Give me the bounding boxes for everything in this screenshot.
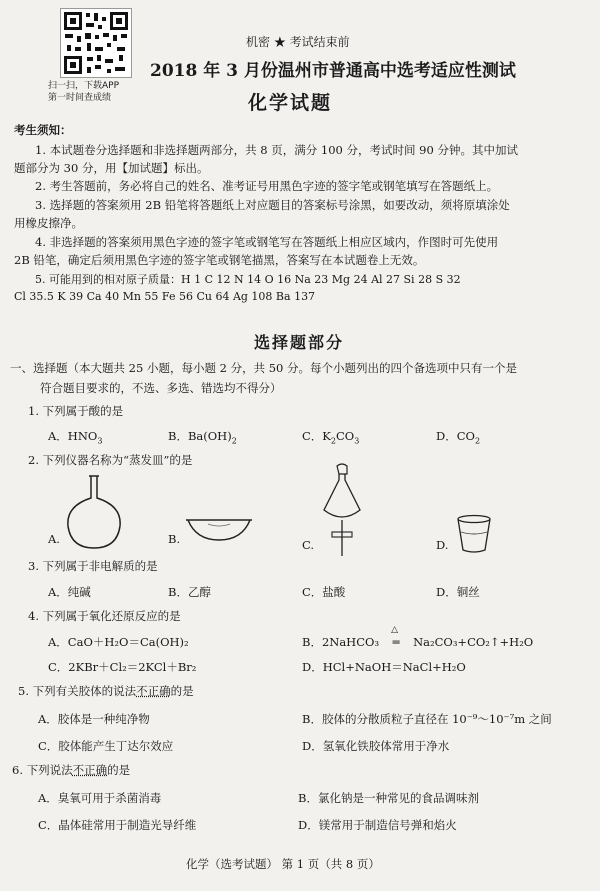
notice-item2: 2. 考生答题前，务必将自己的姓名、准考证号用黑色字迹的签字笔或钢笔填写在答题纸上。: [35, 179, 499, 193]
notice-item4a: 4. 非选择题的答案须用黑色字迹的签字笔或钢笔写在答题纸上相应区域内，作图时可先使用: [35, 235, 499, 249]
q2-option-a[interactable]: A.: [48, 532, 60, 546]
qr-code-icon: [61, 9, 131, 77]
q4-option-d[interactable]: D．HCl+NaOH＝NaCl+H₂O: [302, 660, 466, 674]
q5-option-a[interactable]: A．胶体是一种纯净物: [38, 712, 150, 726]
q2-option-c[interactable]: C.: [302, 538, 315, 552]
q1-option-a[interactable]: [48, 428, 102, 445]
q2-option-b[interactable]: B.: [168, 532, 181, 546]
q1-stem: 1. 下列属于酸的是: [28, 404, 124, 418]
q1-b-text: B．Ba(OH): [168, 429, 232, 443]
notice-item3a: 3. 选择题的答案须用 2B 铅笔将答题纸上对应题目的答案标号涂黑，如要改动，须将原填涂处: [35, 198, 510, 212]
q6-option-d[interactable]: D．镁常用于制造信号弹和焰火: [298, 818, 457, 832]
q6-stem-emph: 不正确: [72, 763, 108, 777]
q1-c-sub2: 3: [354, 436, 360, 446]
q5-stem: [18, 683, 194, 699]
q6-option-a[interactable]: A．臭氧可用于杀菌消毒: [38, 791, 162, 805]
q4-b-arrow: △ ═: [391, 625, 400, 649]
q3-option-a[interactable]: A．纯碱: [48, 585, 91, 599]
q3-option-b[interactable]: B．乙醇: [168, 585, 211, 599]
page-footer: 化学（选考试题） 第 1 页（共 8 页）: [186, 857, 380, 871]
q3-option-c[interactable]: C．盐酸: [302, 585, 346, 599]
qr-caption-line2: 第一时间查成绩: [48, 93, 112, 103]
security-label: 机密 ★ 考试结束前: [246, 35, 350, 49]
round-flask-icon: [62, 474, 126, 550]
q4-b-right: Na₂CO₃+CO₂↑+H₂O: [413, 635, 534, 649]
q5-stem-emph: 不正确: [136, 684, 171, 698]
q1-b-sub: 2: [231, 436, 237, 446]
notice-item1a: 1. 本试题卷分选择题和非选择题两部分，共 8 页，满分 100 分，考试时间 90 分钟。其中加试: [35, 143, 518, 157]
q5-option-b[interactable]: B．胶体的分散质粒子直径在 10⁻⁹～10⁻⁷m 之间: [302, 712, 552, 726]
q5-stem-a: 5. 下列有关胶体的说法: [18, 684, 137, 698]
q2-stem: 2. 下列仪器名称为“蒸发皿”的是: [28, 453, 193, 467]
q3-stem: 3. 下列属于非电解质的是: [28, 559, 158, 573]
q1-d-text: D．CO: [436, 429, 475, 443]
q1-option-c[interactable]: [302, 428, 359, 445]
q1-c-text: C．K: [302, 429, 331, 443]
q1-option-b[interactable]: [168, 428, 237, 445]
notice-item1b: 题部分为 30 分，用【加试题】标出。: [14, 161, 209, 175]
q5-stem-b: 的是: [170, 684, 194, 698]
subject-title: 化学试题: [248, 92, 333, 114]
notice-heading: 考生须知：: [14, 123, 72, 137]
part-title: 选择题部分: [254, 333, 345, 352]
crucible-icon: [454, 514, 494, 554]
q1-c-sub1: 2: [330, 436, 336, 446]
q6-stem-a: 6. 下列说法: [12, 763, 73, 777]
q4-option-c[interactable]: C．2KBr＋Cl₂＝2KCl＋Br₂: [48, 660, 197, 674]
evaporating-dish-icon: [184, 514, 254, 544]
q4-option-a[interactable]: A．CaO＋H₂O＝Ca(OH)₂: [48, 635, 189, 649]
exam-title: 2018 年 3 月份温州市普通高中选考适应性测试: [150, 61, 516, 81]
notice-item4b: 2B 铅笔，确定后须用黑色字迹的签字笔或钢笔描黑，答案写在本试题卷上无效。: [14, 253, 425, 267]
q5-option-d[interactable]: D．氢氧化铁胶体常用于净水: [302, 739, 450, 753]
q6-option-b[interactable]: B．氯化钠是一种常见的食品调味剂: [298, 791, 479, 805]
q1-a-sub: 3: [97, 436, 103, 446]
q4-stem: 4. 下列属于氧化还原反应的是: [28, 609, 181, 623]
q2-option-d[interactable]: D.: [436, 538, 449, 552]
q6-stem: [12, 762, 130, 778]
part-intro-a: 一、选择题（本大题共 25 小题，每小题 2 分，共 50 分。每个小题列出的四个备选项中只有一个是: [10, 361, 518, 375]
q6-option-c[interactable]: C．晶体硅常用于制造光导纤维: [38, 818, 197, 832]
q1-c-mid: CO: [335, 429, 355, 443]
separatory-funnel-icon: [318, 462, 366, 558]
qr-caption-line1: 扫一扫，下载APP: [48, 81, 120, 91]
notice-item3b: 用橡皮擦净。: [14, 216, 83, 230]
notice-item5a: 5. 可能用到的相对原子质量：H 1 C 12 N 14 O 16 Na 23 Mg 24 Al 27 Si 28 S 32: [35, 273, 461, 286]
q1-option-d[interactable]: [436, 428, 480, 445]
notice-item5b: Cl 35.5 K 39 Ca 40 Mn 55 Fe 56 Cu 64 Ag 108 Ba 137: [14, 290, 316, 303]
q5-option-c[interactable]: C．胶体能产生丁达尔效应: [38, 739, 174, 753]
q6-stem-b: 的是: [107, 763, 131, 777]
q1-a-text: A．HNO: [48, 429, 98, 443]
q4-b-left: B．2NaHCO₃: [302, 635, 380, 649]
q4-option-b[interactable]: [302, 625, 534, 650]
part-intro-b: 符合题目要求的，不选、多选、错选均不得分）: [40, 381, 282, 395]
q3-option-d[interactable]: D．铜丝: [436, 585, 480, 599]
q1-d-sub: 2: [474, 436, 481, 446]
qr-code[interactable]: [60, 8, 132, 78]
heat-symbol-icon: △: [391, 625, 398, 635]
